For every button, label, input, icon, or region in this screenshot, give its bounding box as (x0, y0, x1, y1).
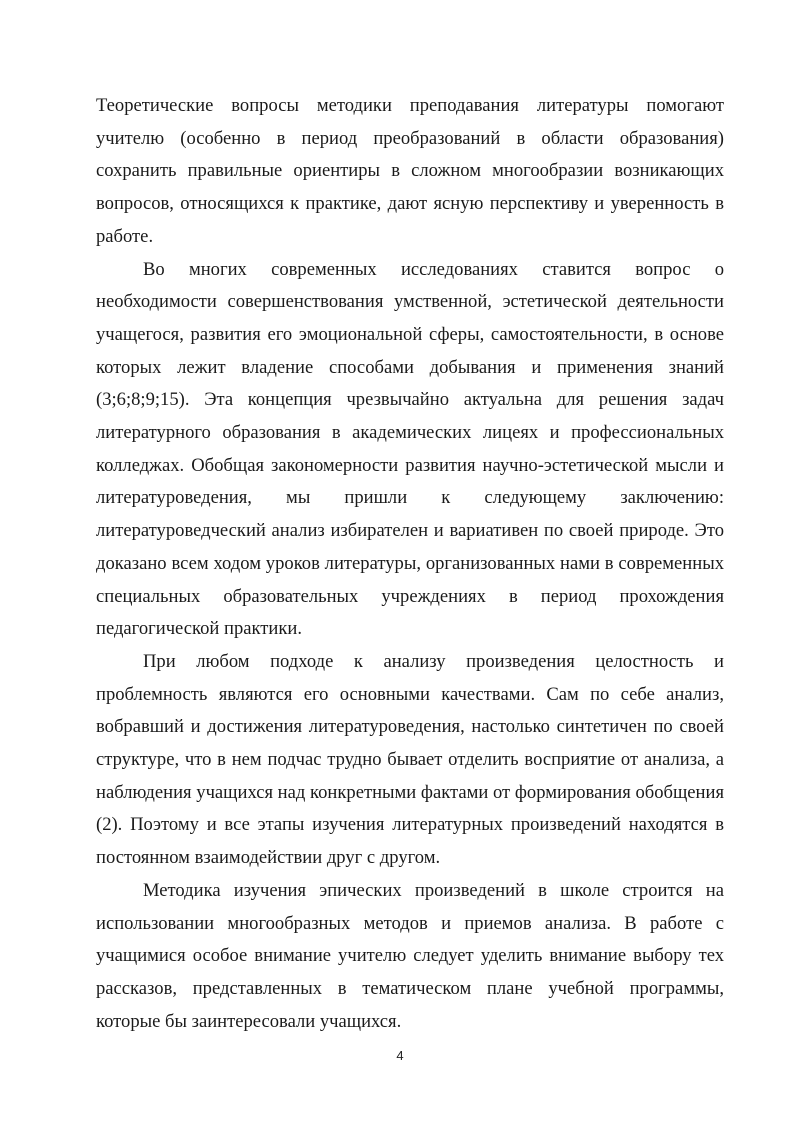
document-body (96, 90, 724, 1038)
paragraph-4: Методика изучения эпических произведений в школе строится на использовании многообразных методов и приемов анализа. В работе с учащимися особое внимание учителю следует уделить внимание выбору тех рассказов, представленных в тематическом плане учебной программы, которые бы заинтересовали учащихся. (96, 879, 724, 1032)
page-number: 4 (396, 1048, 404, 1063)
paragraph-1: Теоретические вопросы методики преподавания литературы помогают учителю (особенно в период преобразований в области образования) сохранить правильные ориентиры в сложном многообразии возникающих вопросов, относящихся к практике, дают ясную перспективу и уверенность в работе. (96, 95, 724, 247)
paragraph-2: Во многих современных исследованиях ставится вопрос о необходимости совершенствования умственной, эстетической деятельности учащегося, развития его эмоциональной сферы, самостоятельности, в основе которых лежит владение способами добывания и применения знаний (3;6;8;9;15). Эта концепция чрезвычайно актуальна для решения задач литературного образования в академических лицеях и профессиональных колледжах. Обобщая закономерности развития научно-эстетической мысли и литературоведения, мы пришли к следующему заключению: литературоведческий анализ избирателен и вариативен по своей природе. Это доказано всем ходом уроков литературы, организованных нами в современных специальных образовательных учреждениях в период прохождения педагогической практики. (96, 258, 724, 640)
paragraph-3: При любом подходе к анализу произведения целостность и проблемность являются его основными качествами. Сам по себе анализ, вобравший и достижения литературоведения, настолько синтетичен по своей структуре, что в нем подчас трудно бывает отделить восприятие от анализа, а наблюдения учащихся над конкретными фактами от формирования обобщения (2). Поэтому и все этапы изучения литературных произведений находятся в постоянном взаимодействии друг с другом. (96, 650, 724, 869)
